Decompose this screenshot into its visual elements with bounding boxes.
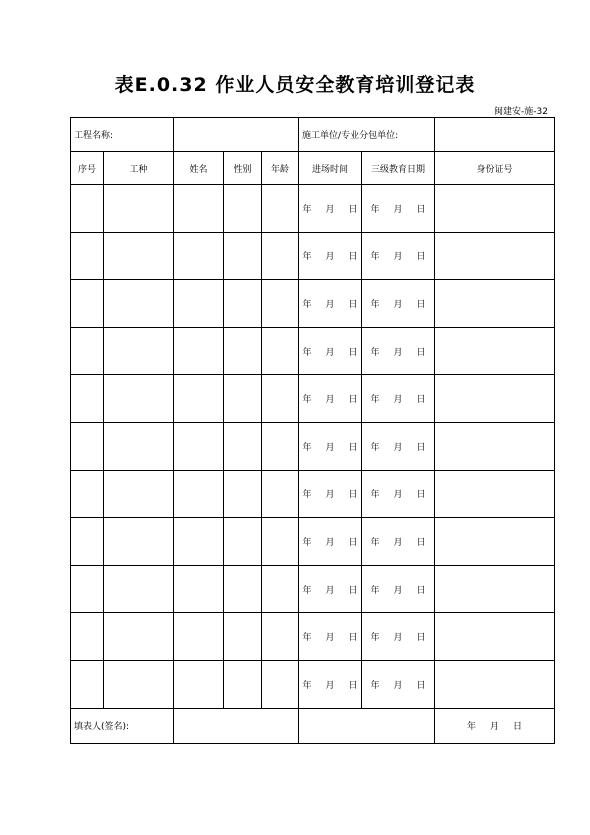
cell-education-date[interactable] [362, 660, 435, 708]
day-unit: 日 [416, 490, 426, 501]
header-gender: 性别 [224, 152, 262, 185]
cell-gender[interactable] [224, 185, 262, 233]
cell-name[interactable] [174, 422, 224, 470]
cell-gender[interactable] [224, 518, 262, 566]
table-row [71, 280, 555, 328]
table-row [71, 185, 555, 233]
cell-gender[interactable] [224, 470, 262, 518]
table-row [71, 375, 555, 423]
cell-id-number[interactable] [435, 185, 555, 233]
cell-name[interactable] [174, 470, 224, 518]
cell-education-date[interactable] [362, 422, 435, 470]
cell-id-number[interactable] [435, 422, 555, 470]
day-unit: 日 [416, 204, 426, 215]
cell-gender[interactable] [224, 375, 262, 423]
cell-id-number[interactable] [435, 470, 555, 518]
year-unit: 年 [370, 204, 380, 215]
cell-id-number[interactable] [435, 375, 555, 423]
year-unit: 年 [302, 680, 312, 691]
cell-name[interactable] [174, 518, 224, 566]
year-unit: 年 [370, 442, 380, 453]
month-unit: 月 [325, 537, 335, 548]
cell-education-date[interactable] [362, 185, 435, 233]
table-row [71, 518, 555, 566]
cell-job-type[interactable] [104, 660, 174, 708]
construction-unit-field[interactable] [299, 118, 435, 152]
day-unit: 日 [416, 252, 426, 263]
year-unit: 年 [467, 722, 477, 733]
year-unit: 年 [370, 680, 380, 691]
construction-unit-label: 施工单位/专业分包单位: [302, 131, 399, 141]
cell-entry-date[interactable] [299, 327, 362, 375]
day-unit: 日 [348, 252, 358, 263]
cell-job-type[interactable] [104, 375, 174, 423]
year-unit: 年 [370, 347, 380, 358]
table-row [71, 613, 555, 661]
cell-entry-date[interactable] [299, 518, 362, 566]
year-unit: 年 [302, 537, 312, 548]
cell-education-date[interactable] [362, 518, 435, 566]
cell-id-number[interactable] [435, 660, 555, 708]
cell-age[interactable] [262, 565, 299, 613]
day-unit: 日 [416, 299, 426, 310]
year-unit: 年 [370, 633, 380, 644]
cell-name[interactable] [174, 660, 224, 708]
day-unit: 日 [513, 722, 523, 733]
cell-name[interactable] [174, 375, 224, 423]
cell-id-number[interactable] [435, 613, 555, 661]
month-unit: 月 [325, 347, 335, 358]
registration-table [70, 117, 555, 744]
footer-date[interactable] [435, 708, 555, 743]
cell-job-type[interactable] [104, 470, 174, 518]
table-row [71, 327, 555, 375]
cell-id-number[interactable] [435, 518, 555, 566]
table-row [71, 565, 555, 613]
cell-serial[interactable] [71, 660, 104, 708]
day-unit: 日 [348, 537, 358, 548]
month-unit: 月 [325, 585, 335, 596]
footer-row [71, 708, 555, 743]
header-age: 年龄 [262, 152, 299, 185]
cell-serial[interactable] [71, 375, 104, 423]
cell-name[interactable] [174, 185, 224, 233]
filler-label: 填表人(签名): [71, 708, 174, 743]
cell-entry-date[interactable] [299, 470, 362, 518]
form-code: 闽建安-施-32 [494, 107, 548, 117]
table-row [71, 470, 555, 518]
cell-job-type[interactable] [104, 280, 174, 328]
day-unit: 日 [348, 347, 358, 358]
cell-id-number[interactable] [435, 232, 555, 280]
day-unit: 日 [348, 633, 358, 644]
cell-serial[interactable] [71, 327, 104, 375]
cell-entry-date[interactable] [299, 613, 362, 661]
month-unit: 月 [393, 299, 403, 310]
header-job-type: 工种 [104, 152, 174, 185]
cell-education-date[interactable] [362, 327, 435, 375]
month-unit: 月 [325, 442, 335, 453]
table-row [71, 422, 555, 470]
day-unit: 日 [348, 442, 358, 453]
month-unit: 月 [393, 633, 403, 644]
cell-entry-date[interactable] [299, 185, 362, 233]
cell-serial[interactable] [71, 185, 104, 233]
day-unit: 日 [348, 680, 358, 691]
month-unit: 月 [490, 722, 500, 733]
cell-name[interactable] [174, 232, 224, 280]
cell-name[interactable] [174, 327, 224, 375]
cell-gender[interactable] [224, 613, 262, 661]
project-name-value[interactable] [174, 118, 299, 152]
year-unit: 年 [302, 585, 312, 596]
cell-serial[interactable] [71, 280, 104, 328]
cell-serial[interactable] [71, 422, 104, 470]
cell-entry-date[interactable] [299, 565, 362, 613]
table-row [71, 232, 555, 280]
year-unit: 年 [302, 204, 312, 215]
cell-serial[interactable] [71, 470, 104, 518]
cell-age[interactable] [262, 185, 299, 233]
cell-name[interactable] [174, 613, 224, 661]
day-unit: 日 [416, 395, 426, 406]
cell-job-type[interactable] [104, 327, 174, 375]
cell-serial[interactable] [71, 232, 104, 280]
cell-education-date[interactable] [362, 565, 435, 613]
cell-education-date[interactable] [362, 375, 435, 423]
day-unit: 日 [416, 347, 426, 358]
day-unit: 日 [348, 395, 358, 406]
month-unit: 月 [325, 680, 335, 691]
header-entry-time: 进场时间 [299, 152, 362, 185]
year-unit: 年 [370, 395, 380, 406]
cell-age[interactable] [262, 232, 299, 280]
cell-job-type[interactable] [104, 185, 174, 233]
month-unit: 月 [393, 442, 403, 453]
month-unit: 月 [393, 537, 403, 548]
cell-age[interactable] [262, 422, 299, 470]
month-unit: 月 [393, 395, 403, 406]
cell-name[interactable] [174, 565, 224, 613]
table-row [71, 660, 555, 708]
month-unit: 月 [325, 490, 335, 501]
header-education-date: 三级教育日期 [362, 152, 435, 185]
cell-id-number[interactable] [435, 280, 555, 328]
cell-serial[interactable] [71, 565, 104, 613]
year-unit: 年 [370, 252, 380, 263]
year-unit: 年 [302, 442, 312, 453]
cell-age[interactable] [262, 280, 299, 328]
cell-age[interactable] [262, 470, 299, 518]
cell-gender[interactable] [224, 232, 262, 280]
day-unit: 日 [416, 633, 426, 644]
year-unit: 年 [370, 537, 380, 548]
cell-serial[interactable] [71, 613, 104, 661]
day-unit: 日 [348, 490, 358, 501]
year-unit: 年 [302, 490, 312, 501]
construction-unit-value[interactable] [435, 118, 555, 152]
month-unit: 月 [325, 395, 335, 406]
day-unit: 日 [416, 585, 426, 596]
cell-job-type[interactable] [104, 518, 174, 566]
cell-job-type[interactable] [104, 422, 174, 470]
footer-blank[interactable] [299, 708, 435, 743]
cell-education-date[interactable] [362, 470, 435, 518]
cell-entry-date[interactable] [299, 422, 362, 470]
cell-entry-date[interactable] [299, 660, 362, 708]
form-title: 表E.0.32 作业人员安全教育培训登记表 [114, 74, 476, 96]
year-unit: 年 [302, 395, 312, 406]
cell-gender[interactable] [224, 327, 262, 375]
cell-entry-date[interactable] [299, 375, 362, 423]
cell-education-date[interactable] [362, 232, 435, 280]
year-unit: 年 [302, 252, 312, 263]
day-unit: 日 [348, 204, 358, 215]
year-unit: 年 [302, 633, 312, 644]
cell-education-date[interactable] [362, 280, 435, 328]
month-unit: 月 [325, 299, 335, 310]
cell-id-number[interactable] [435, 565, 555, 613]
header-id-number: 身份证号 [435, 152, 555, 185]
month-unit: 月 [325, 252, 335, 263]
cell-gender[interactable] [224, 660, 262, 708]
cell-age[interactable] [262, 327, 299, 375]
info-row [71, 118, 555, 152]
day-unit: 日 [416, 537, 426, 548]
month-unit: 月 [325, 633, 335, 644]
month-unit: 月 [393, 347, 403, 358]
cell-age[interactable] [262, 660, 299, 708]
cell-age[interactable] [262, 518, 299, 566]
cell-gender[interactable] [224, 422, 262, 470]
cell-id-number[interactable] [435, 327, 555, 375]
project-name-label: 工程名称: [74, 131, 114, 141]
month-unit: 月 [393, 680, 403, 691]
cell-job-type[interactable] [104, 613, 174, 661]
month-unit: 月 [393, 204, 403, 215]
cell-gender[interactable] [224, 280, 262, 328]
project-name-field[interactable] [71, 118, 174, 152]
cell-gender[interactable] [224, 565, 262, 613]
year-unit: 年 [302, 299, 312, 310]
cell-entry-date[interactable] [299, 232, 362, 280]
month-unit: 月 [393, 585, 403, 596]
year-unit: 年 [370, 585, 380, 596]
year-unit: 年 [302, 347, 312, 358]
month-unit: 月 [325, 204, 335, 215]
cell-age[interactable] [262, 613, 299, 661]
day-unit: 日 [348, 585, 358, 596]
cell-name[interactable] [174, 280, 224, 328]
filler-signature[interactable] [174, 708, 299, 743]
header-row [71, 152, 555, 185]
cell-job-type[interactable] [104, 232, 174, 280]
month-unit: 月 [393, 252, 403, 263]
day-unit: 日 [416, 442, 426, 453]
month-unit: 月 [393, 490, 403, 501]
header-serial: 序号 [71, 152, 104, 185]
cell-job-type[interactable] [104, 565, 174, 613]
year-unit: 年 [370, 299, 380, 310]
day-unit: 日 [416, 680, 426, 691]
day-unit: 日 [348, 299, 358, 310]
header-name: 姓名 [174, 152, 224, 185]
cell-serial[interactable] [71, 518, 104, 566]
cell-age[interactable] [262, 375, 299, 423]
cell-education-date[interactable] [362, 613, 435, 661]
year-unit: 年 [370, 490, 380, 501]
cell-entry-date[interactable] [299, 280, 362, 328]
